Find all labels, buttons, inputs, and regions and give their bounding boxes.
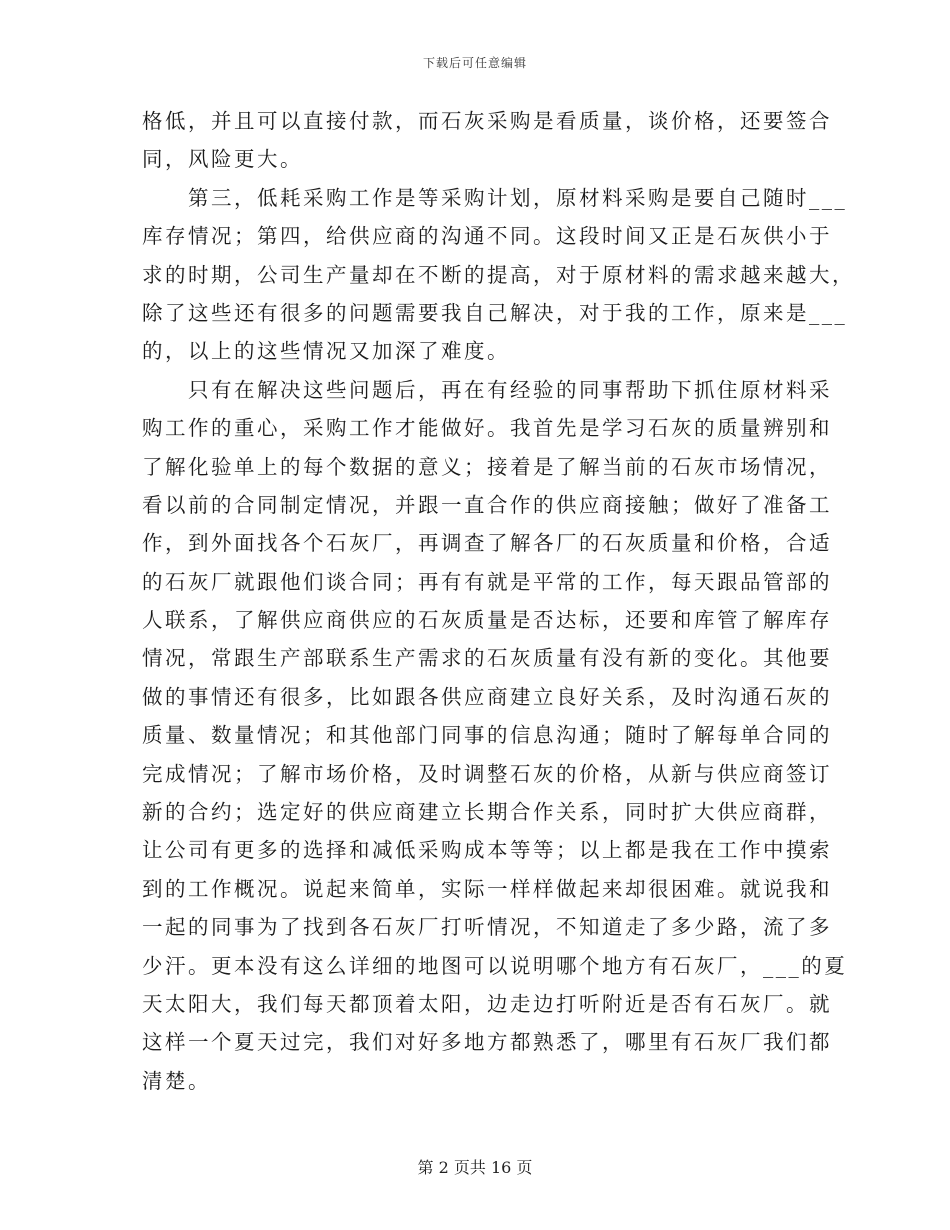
- text-line: 一起的同事为了找到各石灰厂打听情况，不知道走了多少路，流了多: [142, 915, 832, 940]
- text-line: 同，风险更大。: [142, 147, 303, 172]
- text-line: 这样一个夏天过完，我们对好多地方都熟悉了，哪里有石灰厂我们都: [142, 1030, 832, 1055]
- text-line: 质量、数量情况；和其他部门同事的信息沟通；随时了解每单合同的: [142, 723, 832, 748]
- text-line: 让公司有更多的选择和减低采购成本等等；以上都是我在工作中摸索: [142, 838, 832, 863]
- text-line: 只有在解决这些问题后，再在有经验的同事帮助下抓住原材料采: [142, 377, 832, 402]
- text-line: 第三，低耗采购工作是等采购计划，原材料采购是要自己随时___: [142, 185, 848, 210]
- text-line: 到的工作概况。说起来简单，实际一样样做起来却很困难。就说我和: [142, 876, 832, 901]
- text-line: 除了这些还有很多的问题需要我自己解决，对于我的工作，原来是___: [142, 300, 848, 325]
- text-line: 格低，并且可以直接付款，而石灰采购是看质量，谈价格，还要签合: [142, 109, 832, 133]
- text-line: 情况，常跟生产部联系生产需求的石灰质量有没有新的变化。其他要: [142, 646, 832, 671]
- text-line: 求的时期，公司生产量却在不断的提高，对于原材料的需求越来越大，: [142, 262, 855, 287]
- page-header: 下载后可任意编辑: [422, 56, 527, 70]
- text-line: 了解化验单上的每个数据的意义；接着是了解当前的石灰市场情况，: [142, 454, 832, 479]
- text-line: 做的事情还有很多，比如跟各供应商建立良好关系，及时沟通石灰的: [142, 684, 832, 709]
- text-line: 少汗。更本没有这么详细的地图可以说明哪个地方有石灰厂，___的夏: [142, 953, 848, 978]
- text-line: 作，到外面找各个石灰厂，再调查了解各厂的石灰质量和价格，合适: [142, 531, 832, 556]
- document-body: [142, 102, 855, 1100]
- text-line: 清楚。: [142, 1068, 211, 1093]
- page-number: 第 2 页共 16 页: [417, 1158, 533, 1177]
- text-line: 看以前的合同制定情况，并跟一直合作的供应商接触；做好了准备工: [142, 492, 832, 517]
- text-line: 的石灰厂就跟他们谈合同；再有有就是平常的工作，每天跟品管部的: [142, 569, 832, 594]
- text-line: 完成情况；了解市场价格，及时调整石灰的价格，从新与供应商签订: [142, 761, 832, 786]
- text-line: 购工作的重心，采购工作才能做好。我首先是学习石灰的质量辨别和: [142, 416, 832, 441]
- text-line: 新的合约；选定好的供应商建立长期合作关系，同时扩大供应商群，: [142, 800, 832, 825]
- text-line: 的，以上的这些情况又加深了难度。: [142, 339, 510, 364]
- text-line: 库存情况；第四，给供应商的沟通不同。这段时间又正是石灰供小于: [142, 224, 832, 249]
- text-line: 人联系，了解供应商供应的石灰质量是否达标，还要和库管了解库存: [142, 608, 832, 633]
- text-line: 天太阳大，我们每天都顶着太阳，边走边打听附近是否有石灰厂。就: [142, 991, 832, 1016]
